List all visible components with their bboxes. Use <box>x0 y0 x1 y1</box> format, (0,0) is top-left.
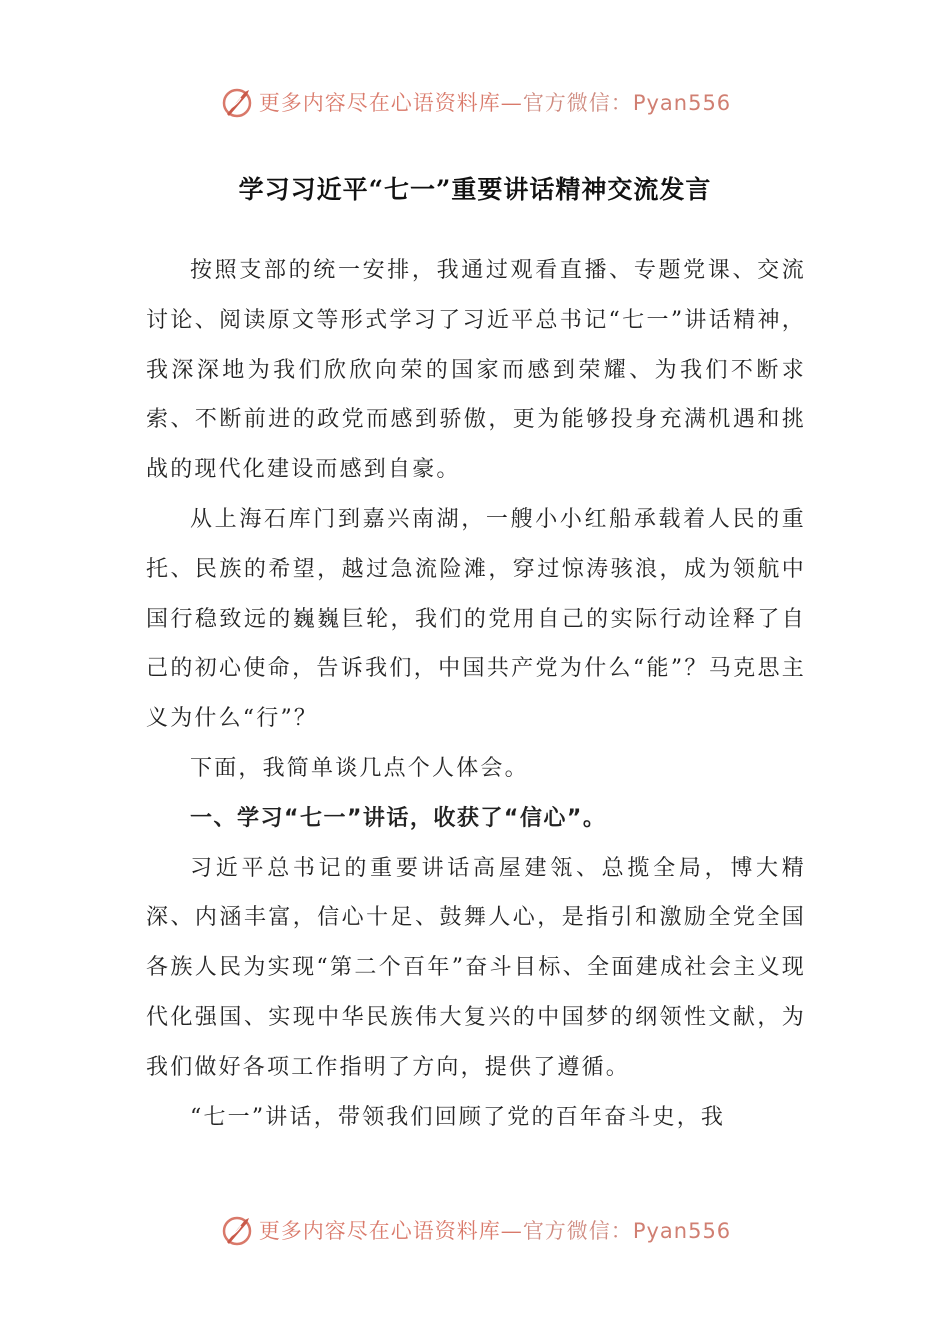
pen-circle-logo-icon <box>219 1212 255 1248</box>
page-title: 学习习近平“七一”重要讲话精神交流发言 <box>238 175 712 204</box>
pen-circle-logo-icon <box>219 84 255 120</box>
section-heading: 一、学习“七一”讲话，收获了“信心”。 <box>190 805 607 831</box>
paragraph: “七一”讲话，带领我们回顾了党的百年奋斗史，我 <box>190 1104 726 1130</box>
document-body <box>146 246 806 1142</box>
footer-banner <box>0 1210 950 1250</box>
paragraph: 从上海石库门到嘉兴南湖，一艘小小红船承载着人民的重托、民族的希望，越过急流险滩，穿过惊涛骇浪，成为领航中国行稳致远的巍巍巨轮，我们的党用自己的实际行动诠释了自己的初心使命，告诉我们，中国共产党为什么“能”？马克思主义为什么“行”？ <box>146 506 806 732</box>
banner-text: 更多内容尽在心语资料库—官方微信：Pyan556 <box>258 91 732 115</box>
banner-text: 更多内容尽在心语资料库—官方微信：Pyan556 <box>258 1219 732 1243</box>
paragraph: 习近平总书记的重要讲话高屋建瓴、总揽全局，博大精深、内涵丰富，信心十足、鼓舞人心，是指引和激励全党全国各族人民为实现“第二个百年”奋斗目标、全面建成社会主义现代化强国、实现中华民族伟大复兴的中国梦的纲领性文献，为我们做好各项工作指明了方向，提供了遵循。 <box>146 855 806 1080</box>
header-banner <box>0 82 950 122</box>
paragraph: 按照支部的统一安排，我通过观看直播、专题党课、交流讨论、阅读原文等形式学习了习近平总书记“七一”讲话精神，我深深地为我们欣欣向荣的国家而感到荣耀、为我们不断求索、不断前进的政党而感到骄傲，更为能够投身充满机遇和挑战的现代化建设而感到自豪。 <box>146 258 806 483</box>
paragraph: 下面，我简单谈几点个人体会。 <box>190 755 529 781</box>
